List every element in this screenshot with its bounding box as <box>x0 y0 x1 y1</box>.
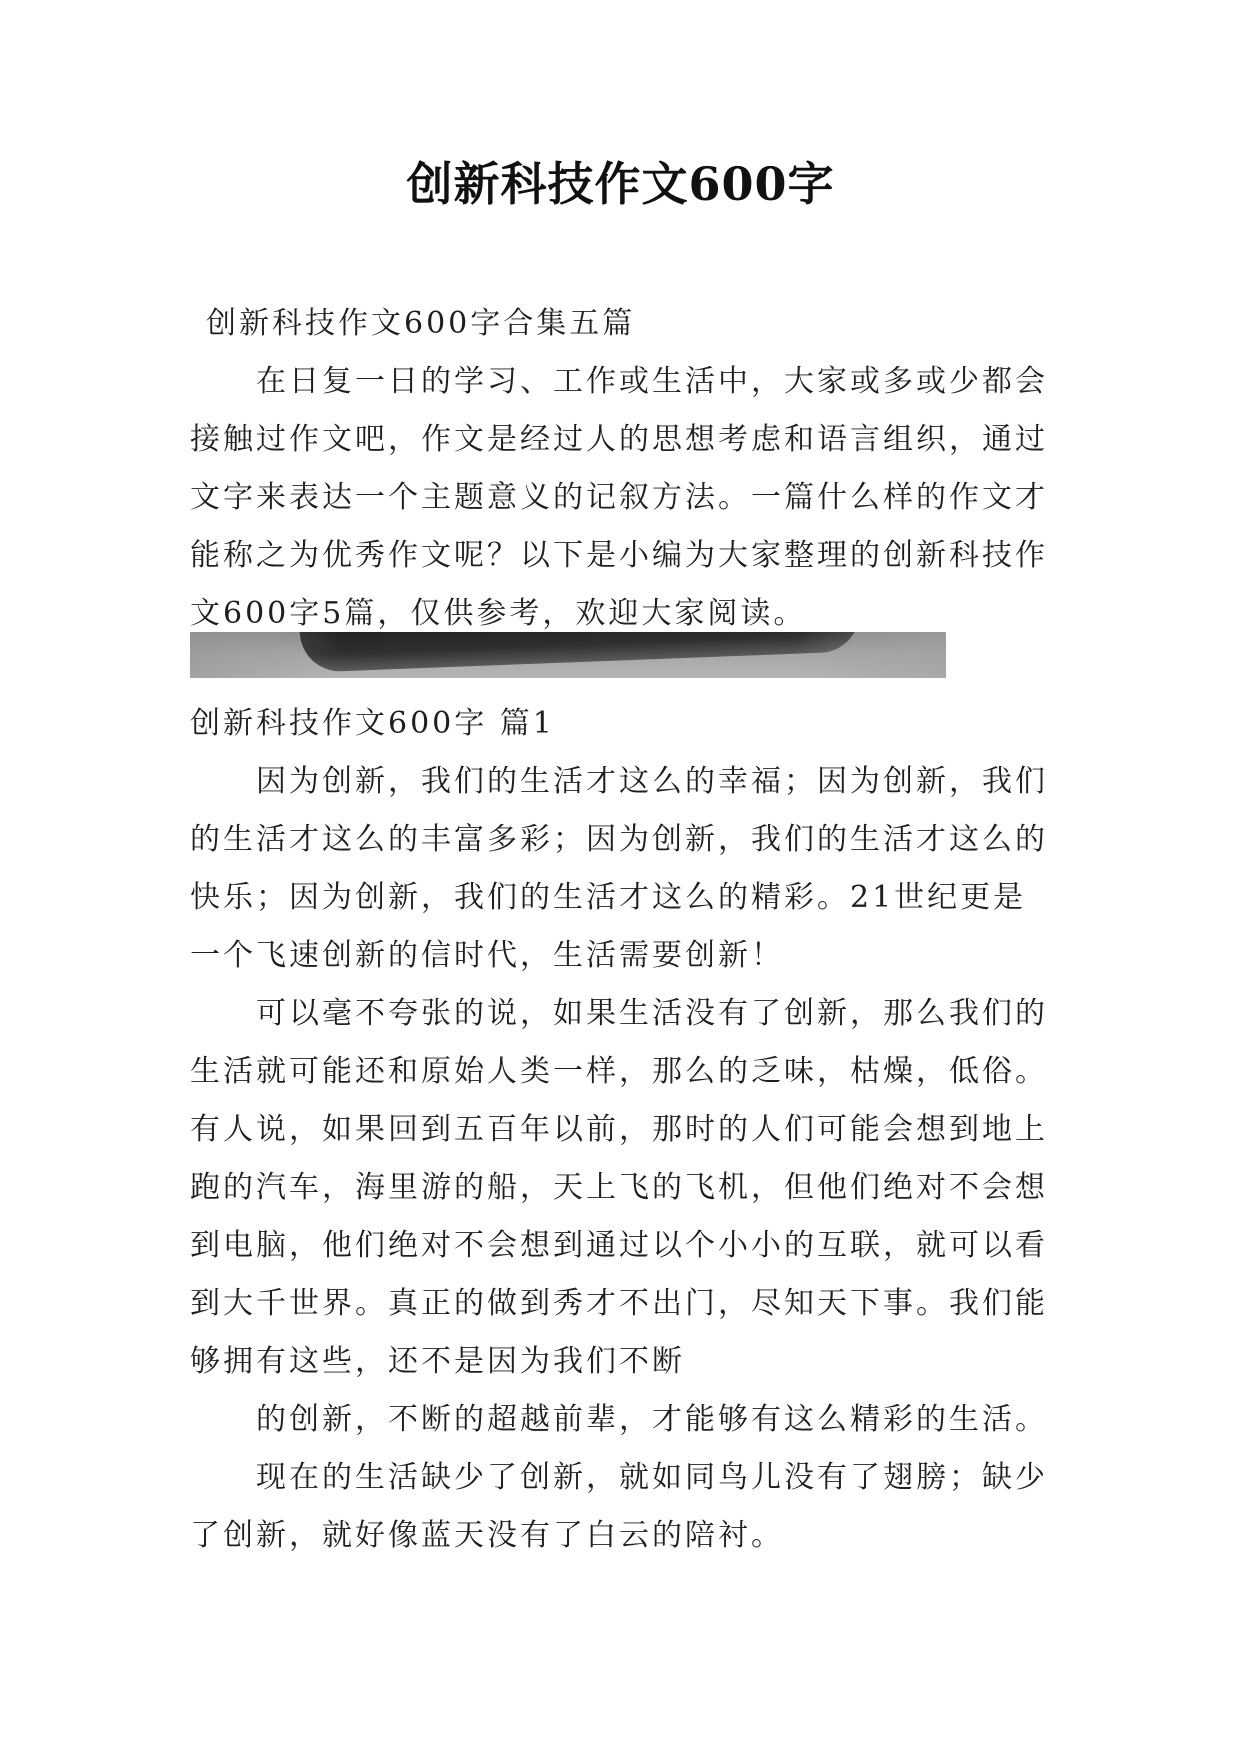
document-subtitle: 创新科技作文600字合集五篇 <box>206 306 636 341</box>
section-1 <box>190 695 1050 1565</box>
intro-block <box>190 295 1050 643</box>
intro-paragraph: 在日复一日的学习、工作或生活中，大家或多或少都会接触过作文吧，作文是经过人的思想考虑和语言组织，通过文字来表达一个主题意义的记叙方法。一篇什么样的作文才能称之为优秀作文呢？以下是小编为大家整理的创新科技作文600字5篇，仅供参考，欢迎大家阅读。 <box>190 364 1048 631</box>
image-vignette <box>190 632 946 678</box>
body-paragraph: 的创新，不断的超越前辈，才能够有这么精彩的生活。 <box>256 1402 1048 1437</box>
body-paragraph: 可以毫不夸张的说，如果生活没有了创新，那么我们的生活就可能还和原始人类一样，那么的乏味，枯燥，低俗。有人说，如果回到五百年以前，那时的人们可能会想到地上跑的汽车，海里游的船，天上飞的飞机，但他们绝对不会想到电脑，他们绝对不会想到通过以个小小的互联，就可以看到大千世界。真正的做到秀才不出门，尽知天下事。我们能够拥有这些，还不是因为我们不断 <box>190 996 1048 1379</box>
body-paragraph: 因为创新，我们的生活才这么的幸福；因为创新，我们的生活才这么的丰富多彩；因为创新，我们的生活才这么的快乐；因为创新，我们的生活才这么的精彩。21世纪更是一个飞速创新的信时代，生活需要创新！ <box>190 764 1048 973</box>
cropped-image <box>190 632 946 678</box>
section-heading: 创新科技作文600字 篇1 <box>190 706 555 741</box>
body-paragraph: 现在的生活缺少了创新，就如同鸟儿没有了翅膀；缺少了创新，就好像蓝天没有了白云的陪衬。 <box>190 1460 1048 1553</box>
document-title: 创新科技作文600字 <box>406 157 835 211</box>
